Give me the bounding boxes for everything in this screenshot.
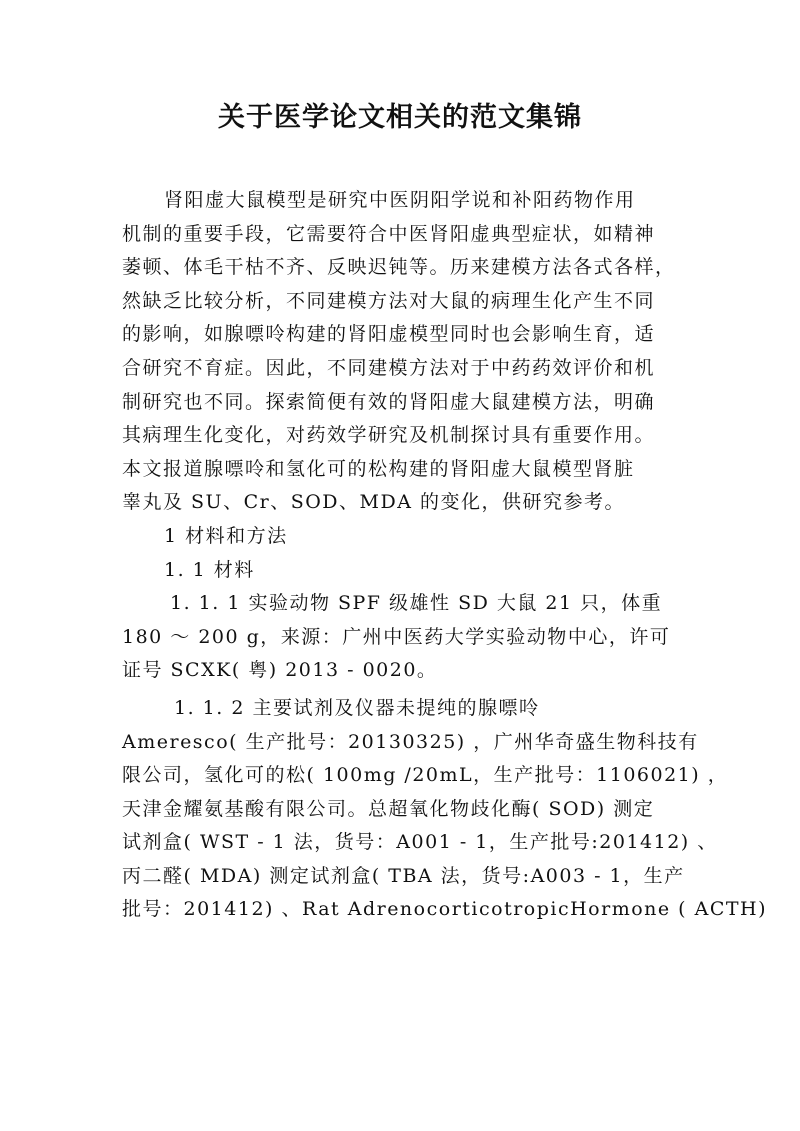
text-line: 肾阳虚大鼠模型是研究中医阴阳学说和补阳药物作用 <box>164 189 636 211</box>
subsection-heading <box>122 554 688 588</box>
heading-materials-methods: 1 材料和方法 <box>164 524 288 547</box>
text-line: 制研究也不同。探索简便有效的肾阳虚大鼠建模方法，明确 <box>122 390 656 413</box>
section-heading <box>122 520 688 554</box>
experimental-animals-paragraph <box>122 587 688 688</box>
text-line: 1. 1. 1 实验动物 SPF 级雄性 SD 大鼠 21 只，体重 <box>170 592 663 615</box>
text-line: Ameresco( 生产批号：20130325) ，广州华奇盛生物科技有 <box>122 730 699 753</box>
intro-paragraph <box>122 184 688 520</box>
text-line: 然缺乏比较分析，不同建模方法对大鼠的病理生化产生不同 <box>122 289 656 312</box>
heading-materials: 1. 1 材料 <box>164 558 255 581</box>
text-line: 丙二醛( MDA) 测定试剂盒( TBA 法，货号:A003 - 1，生产 <box>122 864 685 887</box>
text-line: 限公司，氢化可的松( 100mg /20mL，生产批号：1106021) ， <box>122 764 729 787</box>
document-title: 关于医学论文相关的范文集锦 <box>218 102 582 133</box>
text-line: 证号 SCXK( 粤) 2013 - 0020。 <box>122 659 438 682</box>
text-line: 的影响，如腺嘌呤构建的肾阳虚模型同时也会影响生育，适 <box>122 323 656 346</box>
text-line: 1. 1. 2 主要试剂及仪器未提纯的腺嘌呤 <box>174 696 540 719</box>
text-line: 180 ～ 200 g，来源：广州中医药大学实验动物中心，许可 <box>122 625 671 648</box>
text-line: 萎顿、体毛干枯不齐、反映迟钝等。历来建模方法各式各样， <box>122 256 676 279</box>
text-line: 睾丸及 SU、Cr、SOD、MDA 的变化，供研究参考。 <box>122 491 625 514</box>
text-line: 其病理生化变化，对药效学研究及机制探讨具有重要作用。 <box>122 424 656 447</box>
text-line: 机制的重要手段，它需要符合中医肾阳虚典型症状，如精神 <box>122 222 656 245</box>
text-line: 合研究不育症。因此，不同建模方法对于中药药效评价和机 <box>122 356 656 379</box>
text-line: 试剂盒( WST - 1 法，货号：A001 - 1，生产批号:201412) 、 <box>122 831 718 854</box>
text-line: 批号：201412) 、Rat AdrenocorticotropicHormone ( ACTH) <box>122 898 768 921</box>
reagents-paragraph <box>122 692 768 927</box>
document-body <box>122 184 768 927</box>
text-line: 天津金耀氨基酸有限公司。总超氧化物歧化酶( SOD) 测定 <box>122 797 655 820</box>
text-line: 本文报道腺嘌呤和氢化可的松构建的肾阳虚大鼠模型肾脏 <box>122 457 635 480</box>
